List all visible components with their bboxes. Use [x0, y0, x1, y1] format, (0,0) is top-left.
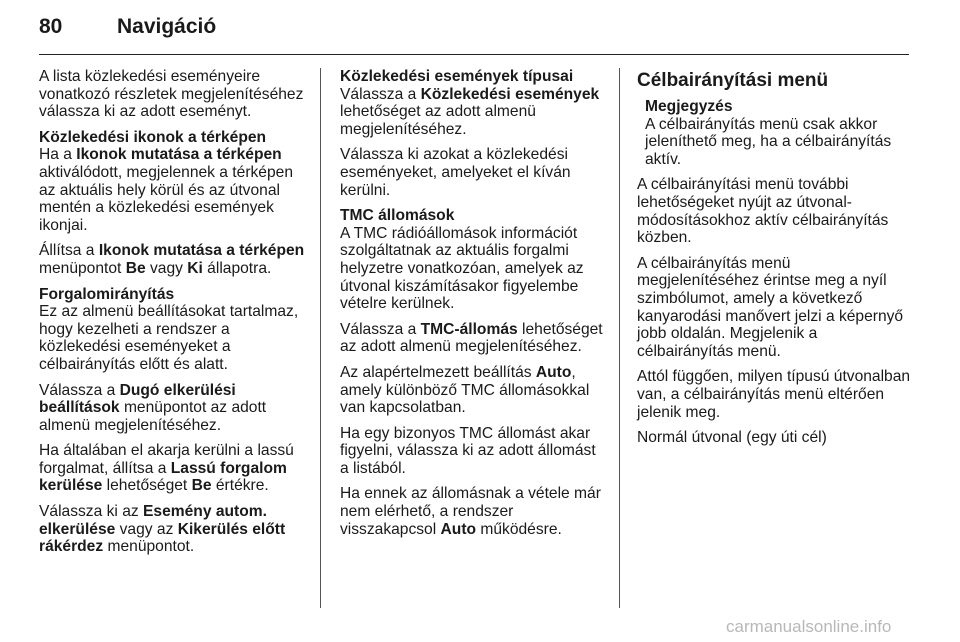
section-heading: Közlekedési események típusai [340, 68, 574, 85]
paragraph: Válassza ki az Esemény autom. elkerülése vagy az Kikerülés előtt rákérdez menüpontot. [39, 503, 286, 556]
column-2 [340, 68, 608, 546]
note-box [645, 98, 912, 168]
paragraph: A célbairányítás menü megjelenítéséhez érintse meg a nyíl szimbólumot, amely a következő kanyarodási manővert jelzi a képernyő jobb oldalán. Megjelenik a célbairányítás menü. [637, 254, 904, 360]
section-heading: Közlekedési ikonok a térképen [39, 128, 267, 146]
paragraph: Az alapértelmezett beállítás Auto, amely különböző TMC állomásokkal van kapcsolatban. [340, 363, 590, 417]
section-title: Célbairányítási menü [637, 70, 829, 91]
column-divider-2 [619, 68, 620, 608]
paragraph: Normál útvonal (egy úti cél) [637, 429, 827, 447]
paragraph: Ha általában el akarja kerülni a lassú forgalmat, állítsa a Lassú forgalom kerülése lehetőséget Be értékre. [39, 442, 294, 495]
paragraph: A lista közlekedési eseményeire vonatkozó részletek megjelenítéséhez válassza ki az adott eseményt. [39, 68, 304, 121]
note-text: A célbairányítás menü csak akkor jeleníthető meg, ha a célbairányítás aktív. [645, 115, 892, 168]
section-traffic-icons: Közlekedési ikonok a térképen Ha a Ikonok mutatása a térképen aktiválódott, megjelennek a térképen az aktuális hely körül és az útvonal mentén a közlekedési események ikonjai. [39, 129, 309, 235]
paragraph: Attól függően, milyen típusú útvonalban van, a célbairányítás menü eltérően jelenik meg. [637, 368, 911, 421]
paragraph: Válassza ki azokat a közlekedési eseményeket, amelyeket el kíván kerülni. [340, 146, 571, 199]
section-traffic-control: Forgalomirányítás Ez az almenü beállításokat tartalmaz, hogy kezelheti a rendszer a közlekedési eseményeket a célbairányítás előtt és alatt. [39, 286, 309, 374]
section-event-types: Közlekedési események típusai Válassza a Közlekedési események lehetőséget az adott almenü megjelenítéséhez. [340, 68, 608, 138]
paragraph: A célbairányítási menü további lehetőségeket nyújt az útvonal-módosításokhoz aktív célbairányítás közben. [637, 176, 889, 247]
section-heading: TMC állomások [340, 207, 455, 225]
note-heading: Megjegyzés [645, 98, 733, 115]
column-1 [39, 68, 309, 564]
section-tmc-stations: TMC állomások A TMC rádióállomások információt szolgáltatnak az aktuális forgalmi helyzetre vonatkozóan, amelyek az útvonal kiszámításakor figyelembe vételre kerülnek. [340, 207, 608, 313]
paragraph: Ha egy bizonyos TMC állomást akar figyelni, válassza ki az adott állomást a listából. [340, 424, 596, 477]
page-title: Navigáció [117, 15, 217, 38]
paragraph: Válassza a TMC-állomás lehetőséget az adott almenü megjelenítéséhez. [340, 320, 603, 356]
page-number: 80 [39, 15, 63, 38]
column-divider-1 [320, 68, 321, 608]
watermark: carmanualsonline.info [726, 617, 892, 636]
paragraph: Állítsa a Ikonok mutatása a térképen menüpontot Be vagy Ki állapotra. [39, 242, 305, 277]
paragraph: Válassza a Dugó elkerülési beállítások menüpontot az adott almenü megjelenítéséhez. [39, 381, 267, 434]
section-heading: Forgalomirányítás [39, 285, 175, 303]
column-3 [637, 68, 912, 455]
paragraph: Ha ennek az állomásnak a vétele már nem elérhető, a rendszer visszakapcsol Auto működésre. [340, 485, 601, 538]
header-rule [39, 54, 909, 55]
